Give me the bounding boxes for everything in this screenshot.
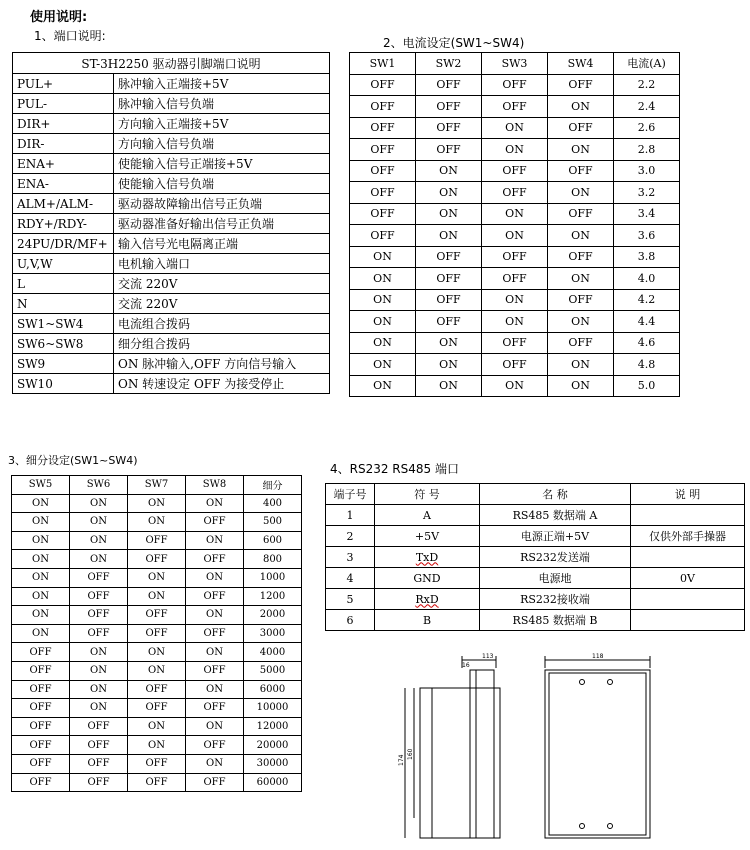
table-cell: OFF (128, 550, 186, 569)
port-pin-description: 细分组合拨码 (114, 334, 330, 354)
column-header: SW2 (416, 53, 482, 75)
table-row (13, 134, 330, 154)
table-cell: 3.6 (614, 225, 680, 247)
table-row (13, 274, 330, 294)
table-cell: OFF (548, 117, 614, 139)
table-cell: OFF (12, 680, 70, 699)
table-cell: OFF (186, 736, 244, 755)
table-row (12, 699, 302, 718)
table-row (350, 182, 680, 204)
table-cell: OFF (12, 717, 70, 736)
table-cell: OFF (482, 332, 548, 354)
table-cell: OFF (416, 74, 482, 96)
table-cell: B (375, 610, 480, 631)
table-cell: 2.4 (614, 96, 680, 118)
table-cell: OFF (350, 139, 416, 161)
table-cell: 4.8 (614, 354, 680, 376)
table-row (13, 234, 330, 254)
table-cell: ON (128, 494, 186, 513)
table-cell: 3.4 (614, 203, 680, 225)
table-cell: GND (375, 568, 480, 589)
table-cell: 2 (326, 526, 375, 547)
port-pin-name: N (13, 294, 114, 314)
table-row (12, 531, 302, 550)
table-cell: 60000 (244, 773, 302, 792)
port-pin-description: 脉冲输入信号负端 (114, 94, 330, 114)
table-header-row (326, 484, 745, 505)
table-cell: OFF (12, 699, 70, 718)
dim-height-outer: 174 (398, 754, 405, 766)
table-cell: ON (128, 513, 186, 532)
table-cell: OFF (128, 606, 186, 625)
port-table (12, 52, 330, 394)
table-cell: OFF (128, 754, 186, 773)
port-pin-name: PUL- (13, 94, 114, 114)
table-row (350, 354, 680, 376)
column-header: 电流(A) (614, 53, 680, 75)
table-row (350, 225, 680, 247)
port-pin-name: PUL+ (13, 74, 114, 94)
table-cell: OFF (186, 661, 244, 680)
table-cell: ON (416, 182, 482, 204)
table-cell: 4.2 (614, 289, 680, 311)
table-cell: OFF (186, 513, 244, 532)
table-cell: ON (416, 354, 482, 376)
table-row (13, 374, 330, 394)
table-cell: OFF (70, 606, 128, 625)
table-cell: OFF (350, 96, 416, 118)
table-cell: ON (350, 332, 416, 354)
table-row (12, 494, 302, 513)
table-cell: OFF (186, 587, 244, 606)
table-cell: OFF (12, 736, 70, 755)
table-row (13, 354, 330, 374)
table-cell: 3.8 (614, 246, 680, 268)
port-pin-description: 输入信号光电隔离正端 (114, 234, 330, 254)
table-row (13, 254, 330, 274)
table-cell: ON (70, 661, 128, 680)
table-cell: OFF (482, 246, 548, 268)
port-section-heading: 1、端口说明: (34, 29, 106, 43)
table-row (13, 114, 330, 134)
port-pin-name: SW9 (13, 354, 114, 374)
table-cell: ON (12, 550, 70, 569)
table-row (326, 526, 745, 547)
table-cell: OFF (128, 624, 186, 643)
table-row (350, 246, 680, 268)
dimension-drawing (400, 648, 740, 843)
table-cell: OFF (350, 117, 416, 139)
current-section-heading: 2、电流设定(SW1~SW4) (383, 36, 525, 50)
table-cell: OFF (548, 203, 614, 225)
table-cell: 600 (244, 531, 302, 550)
table-cell: ON (186, 531, 244, 550)
column-header: SW3 (482, 53, 548, 75)
table-cell: ON (128, 643, 186, 662)
table-cell: OFF (70, 773, 128, 792)
table-cell: ON (128, 736, 186, 755)
table-row (326, 505, 745, 526)
table-cell: ON (350, 289, 416, 311)
port-pin-name: ENA+ (13, 154, 114, 174)
table-cell: ON (70, 494, 128, 513)
table-cell: ON (482, 225, 548, 247)
table-cell: 1200 (244, 587, 302, 606)
table-cell: ON (548, 182, 614, 204)
table-cell: ON (548, 354, 614, 376)
table-cell: ON (70, 699, 128, 718)
port-pin-name: ENA- (13, 174, 114, 194)
port-pin-description: 电机输入端口 (114, 254, 330, 274)
table-row (12, 717, 302, 736)
table-cell: ON (548, 225, 614, 247)
port-pin-name: DIR+ (13, 114, 114, 134)
port-pin-name: SW6~SW8 (13, 334, 114, 354)
table-cell: 3 (326, 547, 375, 568)
dim-height-inner: 160 (407, 748, 414, 760)
table-cell: ON (350, 246, 416, 268)
table-cell: ON (482, 203, 548, 225)
table-cell: OFF (416, 289, 482, 311)
column-header: 名 称 (480, 484, 631, 505)
table-cell: ON (416, 203, 482, 225)
table-row (13, 174, 330, 194)
table-cell: OFF (416, 96, 482, 118)
table-cell: OFF (128, 773, 186, 792)
table-row (350, 311, 680, 333)
table-cell: ON (350, 375, 416, 397)
table-cell: ON (12, 624, 70, 643)
table-row (350, 96, 680, 118)
table-cell: ON (416, 375, 482, 397)
table-cell: ON (128, 661, 186, 680)
table-cell: ON (12, 494, 70, 513)
table-cell: ON (482, 289, 548, 311)
table-row (12, 513, 302, 532)
table-row (12, 624, 302, 643)
side-view-drawing (405, 656, 500, 838)
table-cell: 10000 (244, 699, 302, 718)
table-cell: 6 (326, 610, 375, 631)
table-cell: ON (416, 332, 482, 354)
table-cell: ON (350, 354, 416, 376)
table-cell: OFF (70, 568, 128, 587)
table-header-row (350, 53, 680, 75)
table-cell: OFF (128, 680, 186, 699)
table-cell: ON (70, 680, 128, 699)
table-cell: OFF (70, 587, 128, 606)
table-cell: 5 (326, 589, 375, 610)
port-pin-description: 方向输入信号负端 (114, 134, 330, 154)
table-row (13, 334, 330, 354)
table-cell: ON (416, 160, 482, 182)
table-cell: ON (482, 139, 548, 161)
table-cell: RS232接收端 (480, 589, 631, 610)
rs-port-table (325, 483, 745, 631)
table-cell: OFF (186, 773, 244, 792)
table-row (326, 589, 745, 610)
table-row (350, 332, 680, 354)
table-cell: OFF (70, 717, 128, 736)
column-header: SW1 (350, 53, 416, 75)
table-cell: OFF (416, 268, 482, 290)
table-cell: 12000 (244, 717, 302, 736)
port-pin-name: SW10 (13, 374, 114, 394)
table-cell: OFF (416, 311, 482, 333)
table-row (12, 773, 302, 792)
table-cell: OFF (70, 736, 128, 755)
table-row (13, 194, 330, 214)
table-cell: ON (186, 494, 244, 513)
port-pin-name: 24PU/DR/MF+ (13, 234, 114, 254)
table-row (12, 568, 302, 587)
table-cell: ON (548, 96, 614, 118)
table-cell: OFF (350, 74, 416, 96)
column-header: 符 号 (375, 484, 480, 505)
table-cell: ON (12, 513, 70, 532)
table-cell: TxD (375, 547, 480, 568)
table-row (350, 203, 680, 225)
port-table-title: ST-3H2250 驱动器引脚端口说明 (13, 53, 330, 74)
table-row (13, 74, 330, 94)
table-cell: OFF (350, 203, 416, 225)
table-cell: ON (70, 550, 128, 569)
table-cell: RS485 数据端 A (480, 505, 631, 526)
port-pin-name: L (13, 274, 114, 294)
table-cell: OFF (70, 624, 128, 643)
table-cell (631, 610, 745, 631)
table-cell: OFF (416, 117, 482, 139)
table-row (350, 160, 680, 182)
table-cell: OFF (548, 160, 614, 182)
table-row (350, 139, 680, 161)
port-pin-description: 使能输入信号正端接+5V (114, 154, 330, 174)
column-header: SW6 (70, 476, 128, 495)
table-cell: ON (350, 268, 416, 290)
table-row (12, 606, 302, 625)
table-cell: A (375, 505, 480, 526)
table-cell: ON (482, 311, 548, 333)
table-row (326, 568, 745, 589)
table-cell: ON (186, 680, 244, 699)
table-cell: OFF (548, 289, 614, 311)
table-row (326, 547, 745, 568)
table-cell: OFF (548, 74, 614, 96)
table-cell: 2000 (244, 606, 302, 625)
table-cell: ON (70, 643, 128, 662)
table-row (350, 268, 680, 290)
table-cell: ON (128, 587, 186, 606)
table-cell: 2.6 (614, 117, 680, 139)
column-header: SW7 (128, 476, 186, 495)
table-cell: 仅供外部手操器 (631, 526, 745, 547)
port-pin-name: RDY+/RDY- (13, 214, 114, 234)
table-cell: ON (482, 375, 548, 397)
table-cell: OFF (350, 160, 416, 182)
table-cell: ON (12, 606, 70, 625)
table-cell: 4.6 (614, 332, 680, 354)
table-row (350, 74, 680, 96)
port-pin-description: 交流 220V (114, 274, 330, 294)
table-cell: ON (186, 606, 244, 625)
table-row (12, 550, 302, 569)
table-cell: OFF (12, 754, 70, 773)
table-row (350, 375, 680, 397)
table-cell: OFF (548, 246, 614, 268)
port-pin-description: 使能输入信号负端 (114, 174, 330, 194)
table-cell: ON (186, 717, 244, 736)
column-header: SW5 (12, 476, 70, 495)
table-cell: ON (416, 225, 482, 247)
table-cell: OFF (70, 754, 128, 773)
table-cell: RS232发送端 (480, 547, 631, 568)
port-pin-description: 驱动器准备好输出信号正负端 (114, 214, 330, 234)
table-cell: ON (12, 568, 70, 587)
table-row (326, 610, 745, 631)
port-pin-name: U,V,W (13, 254, 114, 274)
table-cell: 2.2 (614, 74, 680, 96)
table-row (350, 117, 680, 139)
table-row (12, 643, 302, 662)
table-cell: ON (548, 375, 614, 397)
table-row (13, 294, 330, 314)
port-pin-description: 交流 220V (114, 294, 330, 314)
table-cell: 5.0 (614, 375, 680, 397)
table-cell (631, 505, 745, 526)
table-cell: OFF (482, 160, 548, 182)
table-row (13, 314, 330, 334)
dim-top-small: 16 (462, 662, 470, 669)
table-cell: RS485 数据端 B (480, 610, 631, 631)
table-cell: ON (128, 717, 186, 736)
front-view-drawing (545, 656, 650, 838)
port-pin-name: SW1~SW4 (13, 314, 114, 334)
table-cell: 4.4 (614, 311, 680, 333)
dim-top-side: 113 (482, 653, 494, 660)
port-pin-description: ON 脉冲输入,OFF 方向信号输入 (114, 354, 330, 374)
table-cell: OFF (350, 182, 416, 204)
table-row (12, 736, 302, 755)
port-pin-description: 脉冲输入正端接+5V (114, 74, 330, 94)
table-cell: 3.2 (614, 182, 680, 204)
table-cell: ON (548, 311, 614, 333)
table-cell: 500 (244, 513, 302, 532)
table-row (12, 587, 302, 606)
table-cell: ON (186, 568, 244, 587)
table-cell: RxD (375, 589, 480, 610)
table-cell: ON (12, 587, 70, 606)
table-cell: OFF (12, 661, 70, 680)
table-header-row (12, 476, 302, 495)
table-cell: 6000 (244, 680, 302, 699)
table-cell: 0V (631, 568, 745, 589)
table-cell: OFF (350, 225, 416, 247)
table-cell: 30000 (244, 754, 302, 773)
table-cell: 4.0 (614, 268, 680, 290)
microstep-table (11, 475, 302, 792)
dim-width-front: 118 (592, 653, 604, 660)
table-cell: OFF (12, 773, 70, 792)
table-row (12, 661, 302, 680)
table-cell: 1000 (244, 568, 302, 587)
table-cell: 3.0 (614, 160, 680, 182)
rs-section-heading: 4、RS232 RS485 端口 (330, 462, 459, 476)
table-cell (631, 589, 745, 610)
table-cell: 电源地 (480, 568, 631, 589)
table-cell: OFF (548, 332, 614, 354)
table-cell: OFF (416, 246, 482, 268)
table-cell: 4 (326, 568, 375, 589)
table-cell: 2.8 (614, 139, 680, 161)
port-pin-description: 方向输入正端接+5V (114, 114, 330, 134)
column-header: 端子号 (326, 484, 375, 505)
table-cell: ON (350, 311, 416, 333)
port-pin-name: ALM+/ALM- (13, 194, 114, 214)
table-cell: 400 (244, 494, 302, 513)
table-cell: ON (548, 139, 614, 161)
table-cell: OFF (12, 643, 70, 662)
table-cell: +5V (375, 526, 480, 547)
table-cell: ON (70, 513, 128, 532)
table-cell: OFF (128, 531, 186, 550)
table-cell: OFF (416, 139, 482, 161)
table-cell: OFF (186, 550, 244, 569)
table-cell: 3000 (244, 624, 302, 643)
table-cell: OFF (482, 96, 548, 118)
table-cell: ON (128, 568, 186, 587)
column-header: 细分 (244, 476, 302, 495)
table-cell: ON (186, 754, 244, 773)
table-row (13, 214, 330, 234)
table-cell: ON (70, 531, 128, 550)
port-pin-description: 电流组合拨码 (114, 314, 330, 334)
table-cell: ON (482, 117, 548, 139)
table-cell: OFF (482, 268, 548, 290)
table-cell: OFF (128, 699, 186, 718)
table-cell: 电源正端+5V (480, 526, 631, 547)
table-cell: OFF (482, 182, 548, 204)
table-row (350, 289, 680, 311)
table-row (12, 754, 302, 773)
port-pin-description: ON 转速设定 OFF 为接受停止 (114, 374, 330, 394)
table-row (12, 680, 302, 699)
table-cell: ON (186, 643, 244, 662)
table-cell: 800 (244, 550, 302, 569)
table-cell: 4000 (244, 643, 302, 662)
microstep-section-heading: 3、细分设定(SW1~SW4) (8, 454, 138, 467)
page-title: 使用说明: (30, 10, 88, 25)
table-cell: OFF (186, 624, 244, 643)
table-cell: OFF (186, 699, 244, 718)
table-cell: ON (12, 531, 70, 550)
table-cell: 5000 (244, 661, 302, 680)
table-cell: 1 (326, 505, 375, 526)
column-header: 说 明 (631, 484, 745, 505)
column-header: SW8 (186, 476, 244, 495)
table-cell (631, 547, 745, 568)
port-pin-name: DIR- (13, 134, 114, 154)
table-cell: ON (548, 268, 614, 290)
table-cell: OFF (482, 74, 548, 96)
current-table (349, 52, 680, 397)
table-cell: 20000 (244, 736, 302, 755)
table-row (13, 154, 330, 174)
port-pin-description: 驱动器故障输出信号正负端 (114, 194, 330, 214)
table-row (13, 94, 330, 114)
table-cell: OFF (482, 354, 548, 376)
column-header: SW4 (548, 53, 614, 75)
